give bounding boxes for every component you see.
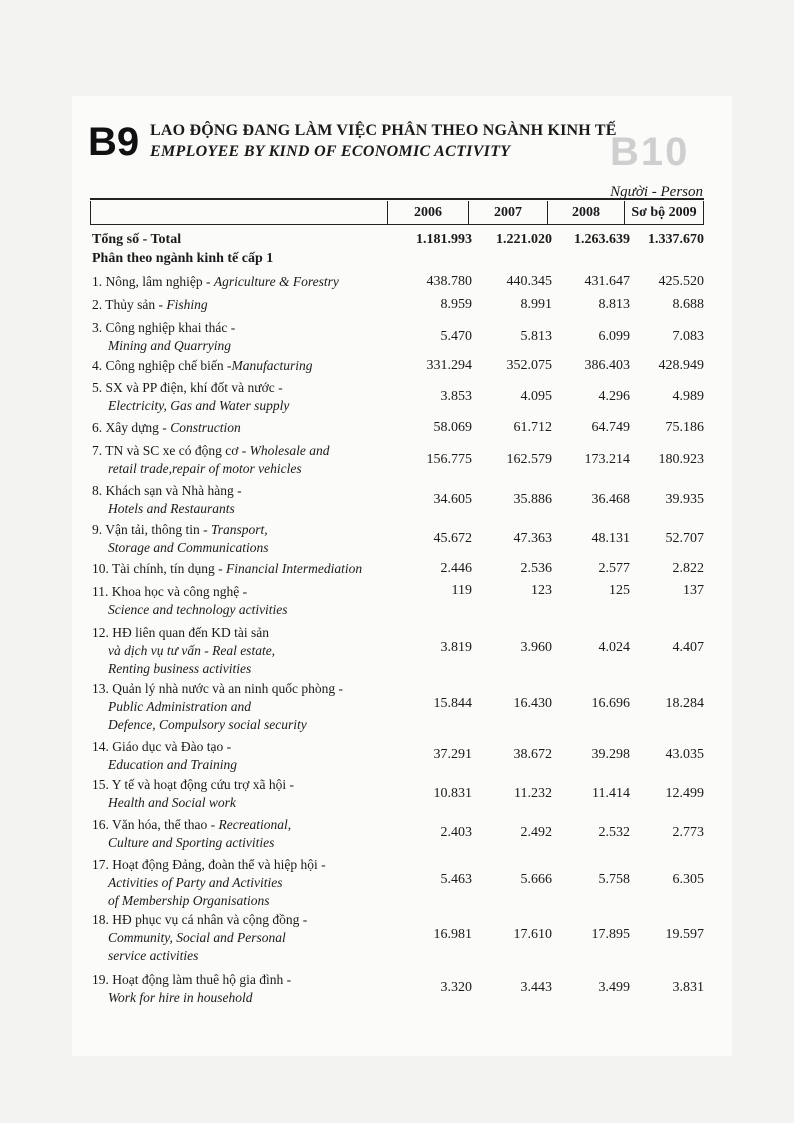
row-label [92,856,392,910]
row-value: 2.773 [672,825,704,840]
table-top-rule [90,198,704,200]
label-sub: Work for hire in household [108,990,253,1005]
label-sub: Education and Training [108,757,238,772]
label-vi: 3. Công nghiệp khai thác - [92,320,236,335]
table-code: B9 [88,120,140,164]
label-vi: 19. Hoạt động làm thuê hộ gia đình - [92,972,292,987]
row-value: 52.707 [665,531,704,546]
row-value: 173.214 [584,452,630,467]
label-en: Agriculture & Forestry [213,274,339,289]
column-header-2009: Sơ bộ 2009 [624,201,704,225]
row-value: 3.960 [520,640,552,655]
total-label: Tổng số - Total [92,232,182,247]
label-sub: Science and technology activities [108,602,288,617]
label-sub: Renting business activities [108,661,252,676]
row-value: 3.443 [520,980,552,995]
label-sub: retail trade,repair of motor vehicles [108,461,302,476]
row-value: 4.989 [672,389,704,404]
row-value: 58.069 [433,420,472,435]
label-vi: 5. SX và PP điện, khí đốt và nước - [92,380,283,395]
label-sub: Defence, Compulsory social security [108,717,307,732]
label-vi: 14. Giáo dục và Đào tạo - [92,739,232,754]
total-value: 1.337.670 [648,232,704,247]
row-value: 5.463 [440,872,472,887]
row-label-line [92,521,392,539]
label-vi: 2. Thủy sản - [92,297,167,312]
row-value: 39.298 [591,747,630,762]
row-label [92,521,392,557]
title-english: EMPLOYEE BY KIND OF ECONOMIC ACTIVITY [150,143,511,160]
row-label-line [92,560,392,578]
row-label [92,296,392,314]
row-value: 16.430 [513,696,552,711]
row-value: 3.819 [440,640,472,655]
row-label [92,738,392,774]
row-label-line [92,379,392,397]
total-value: 1.181.993 [416,232,472,247]
row-value: 156.775 [426,452,472,467]
row-value: 119 [451,583,472,598]
label-sub: Culture and Sporting activities [108,835,275,850]
row-label [92,583,392,619]
row-label-line [92,738,392,756]
row-label [92,482,392,518]
total-value: 1.221.020 [496,232,552,247]
label-vi: 10. Tài chính, tín dụng - [92,561,226,576]
row-value: 180.923 [658,452,704,467]
row-value: 37.291 [433,747,472,762]
label-vi: 11. Khoa học và công nghệ - [92,584,248,599]
row-value: 3.831 [672,980,704,995]
label-sub: Storage and Communications [108,540,269,555]
column-header-2007: 2007 [468,201,548,225]
label-vi: 12. HĐ liên quan đến KD tài sản [92,625,269,640]
row-value: 8.991 [520,297,552,312]
label-vi: 16. Văn hóa, thể thao - [92,817,219,832]
label-en: Fishing [166,297,208,312]
label-vi: 6. Xây dựng - [92,420,171,435]
row-value: 123 [531,583,552,598]
bleed-through-code: B10 [610,130,690,174]
row-value: 4.407 [672,640,704,655]
label-sub: Hotels and Restaurants [108,501,235,516]
row-label-line [92,816,392,834]
row-label-line [92,971,392,989]
row-value: 8.813 [598,297,630,312]
total-value: 1.263.639 [574,232,630,247]
row-label-line [92,357,392,375]
row-value: 4.024 [598,640,630,655]
row-label-line [92,442,392,460]
row-value: 45.672 [433,531,472,546]
row-label [92,776,392,812]
row-value: 7.083 [672,329,704,344]
column-header-2006: 2006 [387,201,469,225]
label-en: Transport, [211,522,268,537]
row-value: 12.499 [665,786,704,801]
row-label [92,419,392,437]
label-vi: 18. HĐ phục vụ cá nhân và cộng đồng - [92,912,308,927]
label-sub: và dịch vụ tư vấn - Real estate, [108,643,276,658]
row-value: 2.492 [520,825,552,840]
label-sub: Electricity, Gas and Water supply [108,398,290,413]
row-value: 36.468 [591,492,630,507]
row-label-line [92,319,392,337]
total-row [92,231,704,251]
label-sub: Public Administration and [108,699,252,714]
row-value: 4.296 [598,389,630,404]
row-label [92,624,392,678]
label-sub: Health and Social work [108,795,236,810]
row-value: 2.403 [440,825,472,840]
row-value: 162.579 [506,452,552,467]
row-value: 5.666 [520,872,552,887]
row-value: 16.981 [433,927,472,942]
row-value: 16.696 [591,696,630,711]
row-value: 61.712 [513,420,552,435]
row-value: 137 [683,583,704,598]
row-value: 2.822 [672,561,704,576]
row-value: 2.446 [440,561,472,576]
row-value: 2.536 [520,561,552,576]
row-value: 6.099 [598,329,630,344]
row-label [92,911,392,965]
row-label [92,816,392,852]
row-value: 431.647 [584,274,630,289]
row-value: 5.813 [520,329,552,344]
label-vi: 4. Công nghiệp chế biến - [92,358,232,373]
label-vi: 13. Quản lý nhà nước và an ninh quốc phòng - [92,681,344,696]
row-value: 425.520 [658,274,704,289]
row-label-line [92,583,392,601]
row-value: 17.610 [513,927,552,942]
label-vi: 7. TN và SC xe có động cơ - [92,443,250,458]
row-label [92,379,392,415]
row-value: 18.284 [665,696,704,711]
label-vi: 1. Nông, lâm nghiệp - [92,274,214,289]
row-value: 352.075 [506,358,552,373]
row-label-line [92,273,392,291]
row-label-line [92,296,392,314]
row-value: 34.605 [433,492,472,507]
label-sub: service activities [108,948,199,963]
row-value: 440.345 [506,274,552,289]
label-en: Manufacturing [231,358,313,373]
label-sub: Activities of Party and Activities [108,875,283,890]
row-label-line [92,680,392,698]
label-sub: of Membership Organisations [108,893,270,908]
label-vi: 8. Khách sạn và Nhà hàng - [92,483,242,498]
row-label [92,442,392,478]
label-en: Wholesale and [249,443,330,458]
label-en: Construction [170,420,241,435]
row-label-line [92,856,392,874]
row-label [92,319,392,355]
row-value: 15.844 [433,696,472,711]
label-sub: Community, Social and Personal [108,930,286,945]
row-value: 8.688 [672,297,704,312]
row-value: 5.758 [598,872,630,887]
row-value: 35.886 [513,492,552,507]
section-label: Phân theo ngành kinh tế cấp 1 [92,251,274,266]
unit-label: Người - Person [610,184,703,200]
row-label-line [92,624,392,642]
row-label [92,680,392,734]
column-header-2008: 2008 [547,201,625,225]
row-value: 2.577 [598,561,630,576]
row-value: 8.959 [440,297,472,312]
row-value: 17.895 [591,927,630,942]
row-value: 11.232 [514,786,552,801]
row-value: 3.320 [440,980,472,995]
row-value: 38.672 [513,747,552,762]
row-value: 125 [609,583,630,598]
row-value: 43.035 [665,747,704,762]
label-en: Recreational, [218,817,292,832]
row-value: 10.831 [433,786,472,801]
row-label [92,357,392,375]
row-value: 4.095 [520,389,552,404]
label-vi: 15. Y tế và hoạt động cứu trợ xã hội - [92,777,295,792]
row-label [92,560,392,578]
row-value: 75.186 [665,420,704,435]
row-value: 47.363 [513,531,552,546]
row-value: 19.597 [665,927,704,942]
row-label [92,273,392,291]
row-value: 438.780 [426,274,472,289]
row-label-line [92,911,392,929]
row-label-line [92,776,392,794]
row-value: 48.131 [591,531,630,546]
row-label-line [92,419,392,437]
row-label-line [92,482,392,500]
row-value: 386.403 [584,358,630,373]
header-blank-cell [90,201,388,225]
label-en: Financial Intermediation [226,561,363,576]
label-vi: 9. Vận tải, thông tin - [92,522,211,537]
row-label [92,971,392,1007]
label-sub: Mining and Quarrying [108,338,231,353]
row-value: 6.305 [672,872,704,887]
label-vi: 17. Hoạt động Đảng, đoàn thể và hiệp hội - [92,857,326,872]
row-value: 3.853 [440,389,472,404]
row-value: 11.414 [592,786,630,801]
row-value: 5.470 [440,329,472,344]
row-value: 2.532 [598,825,630,840]
row-value: 64.749 [591,420,630,435]
title-vietnamese: LAO ĐỘNG ĐANG LÀM VIỆC PHÂN THEO NGÀNH KINH TẾ [150,122,617,139]
row-value: 39.935 [665,492,704,507]
row-value: 428.949 [658,358,704,373]
row-value: 331.294 [426,358,472,373]
row-value: 3.499 [598,980,630,995]
